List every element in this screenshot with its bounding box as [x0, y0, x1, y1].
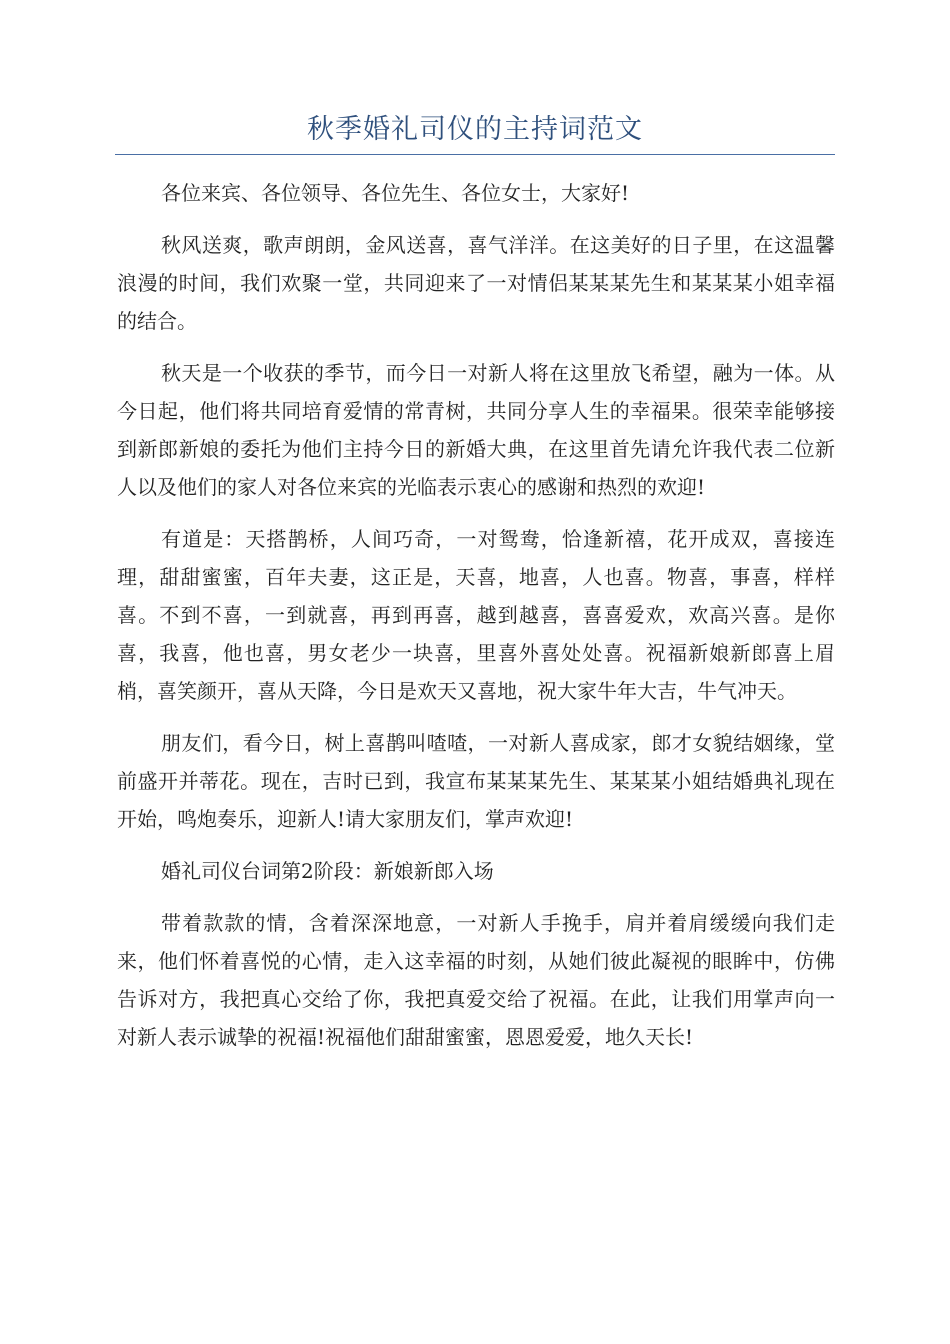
document-body	[117, 174, 835, 1070]
document-title: 秋季婚礼司仪的主持词范文	[307, 114, 643, 145]
paragraph-autumn-breeze: 秋风送爽，歌声朗朗，金风送喜，喜气洋洋。在这美好的日子里，在这温馨浪漫的时间，我们欢聚一堂，共同迎来了一对情侣某某某先生和某某某小姐幸福的结合。	[117, 233, 835, 333]
paragraph-blessings: 有道是：天搭鹊桥，人间巧奇，一对鸳鸯，恰逢新禧，花开成双，喜接连理，甜甜蜜蜜，百年夫妻，这正是，天喜，地喜，人也喜。物喜，事喜，样样喜。不到不喜，一到就喜，再到再喜，越到越喜，喜喜爱欢，欢高兴喜。是你喜，我喜，他也喜，男女老少一块喜，里喜外喜处处喜。祝福新娘新郎喜上眉梢，喜笑颜开，喜从天降，今日是欢天又喜地，祝大家牛年大吉，牛气冲天。	[117, 527, 835, 703]
paragraph-stage-heading: 婚礼司仪台词第2阶段：新娘新郎入场	[161, 859, 494, 883]
paragraph-harvest-season: 秋天是一个收获的季节，而今日一对新人将在这里放飞希望，融为一体。从今日起，他们将共同培育爱情的常青树，共同分享人生的幸福果。很荣幸能够接到新郎新娘的委托为他们主持今日的新婚大典，在这里首先请允许我代表二位新人以及他们的家人对各位来宾的光临表示衷心的感谢和热烈的欢迎!	[117, 361, 835, 499]
title-underline	[115, 154, 835, 155]
paragraph-ceremony-start: 朋友们，看今日，树上喜鹊叫喳喳，一对新人喜成家，郎才女貌结姻缘，堂前盛开并蒂花。现在，吉时已到，我宣布某某某先生、某某某小姐结婚典礼现在开始，鸣炮奏乐，迎新人!请大家朋友们，掌声欢迎!	[117, 731, 835, 831]
paragraph-entrance: 带着款款的情，含着深深地意，一对新人手挽手，肩并着肩缓缓向我们走来，他们怀着喜悦的心情，走入这幸福的时刻，从她们彼此凝视的眼眸中，仿佛告诉对方，我把真心交给了你，我把真爱交给了祝福。在此，让我们用掌声向一对新人表示诚挚的祝福!祝福他们甜甜蜜蜜，恩恩爱爱，地久天长!	[117, 911, 835, 1049]
paragraph-greeting: 各位来宾、各位领导、各位先生、各位女士，大家好!	[161, 181, 630, 205]
